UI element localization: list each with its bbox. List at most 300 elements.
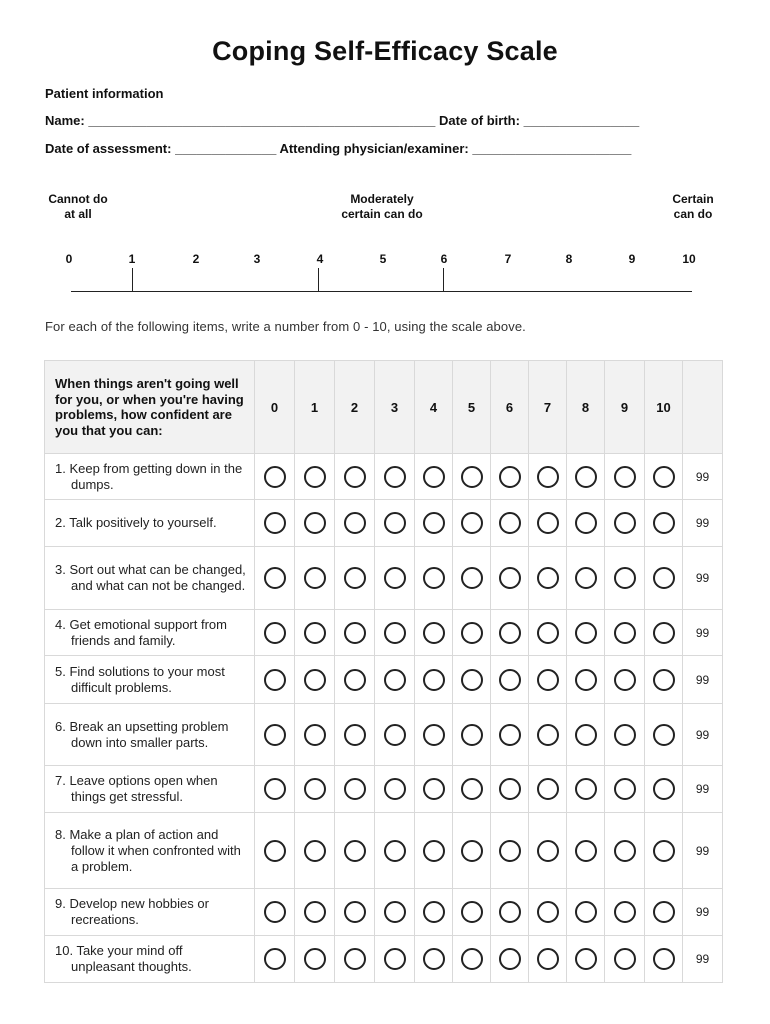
table-header-row	[45, 361, 723, 454]
rating-radio-5[interactable]	[461, 778, 483, 800]
column-header-0: 0	[255, 361, 295, 454]
rating-radio-9[interactable]	[614, 901, 636, 923]
rating-radio-10[interactable]	[653, 512, 675, 534]
rating-radio-0[interactable]	[264, 948, 286, 970]
item-text: 1. Keep from getting down in the dumps.	[55, 460, 243, 492]
rating-radio-7[interactable]	[537, 512, 559, 534]
item-score: 99	[683, 454, 723, 500]
rating-radio-0[interactable]	[264, 466, 286, 488]
scale-axis-line	[71, 291, 692, 292]
rating-radio-1[interactable]	[304, 840, 326, 862]
rating-radio-9[interactable]	[614, 466, 636, 488]
item-text: 5. Find solutions to your most difficult problems.	[55, 663, 225, 695]
rating-radio-2[interactable]	[344, 567, 366, 589]
scale-anchor-high-line2: can do	[673, 207, 713, 221]
scale-number: 6	[440, 252, 448, 266]
option-cell	[255, 454, 295, 500]
rating-radio-1[interactable]	[304, 622, 326, 644]
rating-radio-10[interactable]	[653, 466, 675, 488]
option-cell	[491, 704, 529, 766]
option-cell	[295, 500, 335, 547]
rating-radio-9[interactable]	[614, 948, 636, 970]
option-cell	[645, 889, 683, 936]
assessment-date-label: Date of assessment:	[45, 141, 172, 156]
rating-radio-7[interactable]	[537, 840, 559, 862]
option-cell	[567, 813, 605, 889]
rating-radio-10[interactable]	[653, 778, 675, 800]
option-cell	[375, 704, 415, 766]
rating-radio-6[interactable]	[499, 466, 521, 488]
option-cell	[529, 500, 567, 547]
rating-radio-1[interactable]	[304, 567, 326, 589]
option-cell	[335, 889, 375, 936]
scale-anchor-mid-line1: Moderately	[350, 192, 414, 206]
option-cell	[453, 704, 491, 766]
rating-radio-4[interactable]	[423, 948, 445, 970]
scale-number: 10	[682, 252, 696, 266]
column-header-1: 1	[295, 361, 335, 454]
rating-radio-1[interactable]	[304, 724, 326, 746]
option-cell	[453, 500, 491, 547]
rating-radio-10[interactable]	[653, 840, 675, 862]
option-cell	[605, 936, 645, 983]
scale-anchor-high	[660, 192, 726, 222]
option-cell	[415, 766, 453, 813]
option-cell	[453, 656, 491, 704]
table-row	[45, 547, 723, 610]
rating-radio-8[interactable]	[575, 466, 597, 488]
option-cell	[335, 704, 375, 766]
option-cell	[255, 813, 295, 889]
rating-radio-8[interactable]	[575, 512, 597, 534]
scale-number: 1	[128, 252, 136, 266]
option-cell	[295, 813, 335, 889]
score-column-header	[683, 361, 723, 454]
dob-field[interactable]: ________________	[523, 113, 640, 128]
column-header-7: 7	[529, 361, 567, 454]
rating-radio-4[interactable]	[423, 622, 445, 644]
option-cell	[453, 766, 491, 813]
option-cell	[645, 936, 683, 983]
option-cell	[529, 936, 567, 983]
option-cell	[295, 454, 335, 500]
item-text: 4. Get emotional support from friends and family.	[55, 616, 227, 648]
option-cell	[335, 500, 375, 547]
rating-radio-8[interactable]	[575, 901, 597, 923]
option-cell	[605, 500, 645, 547]
rating-radio-2[interactable]	[344, 724, 366, 746]
table-row	[45, 704, 723, 766]
rating-radio-0[interactable]	[264, 567, 286, 589]
option-cell	[255, 889, 295, 936]
option-cell	[415, 656, 453, 704]
item-cell	[45, 936, 255, 983]
option-cell	[645, 500, 683, 547]
rating-radio-4[interactable]	[423, 669, 445, 691]
item-score: 99	[683, 500, 723, 547]
rating-radio-5[interactable]	[461, 567, 483, 589]
column-header-9: 9	[605, 361, 645, 454]
rating-radio-4[interactable]	[423, 567, 445, 589]
option-cell	[567, 547, 605, 610]
rating-radio-2[interactable]	[344, 669, 366, 691]
table-row	[45, 610, 723, 656]
rating-radio-2[interactable]	[344, 948, 366, 970]
rating-radio-9[interactable]	[614, 669, 636, 691]
option-cell	[453, 889, 491, 936]
option-cell	[415, 936, 453, 983]
scale-anchor-mid	[318, 192, 446, 222]
option-cell	[415, 704, 453, 766]
rating-radio-8[interactable]	[575, 948, 597, 970]
table-row	[45, 889, 723, 936]
rating-radio-1[interactable]	[304, 948, 326, 970]
rating-radio-0[interactable]	[264, 512, 286, 534]
rating-radio-4[interactable]	[423, 512, 445, 534]
option-cell	[335, 766, 375, 813]
rating-radio-0[interactable]	[264, 840, 286, 862]
rating-radio-2[interactable]	[344, 466, 366, 488]
item-cell	[45, 547, 255, 610]
rating-radio-3[interactable]	[384, 622, 406, 644]
name-label: Name:	[45, 113, 85, 128]
instructions-text: For each of the following items, write a number from 0 - 10, using the scale above.	[45, 319, 526, 334]
rating-radio-2[interactable]	[344, 512, 366, 534]
rating-radio-6[interactable]	[499, 512, 521, 534]
rating-radio-3[interactable]	[384, 778, 406, 800]
option-cell	[605, 813, 645, 889]
rating-radio-10[interactable]	[653, 669, 675, 691]
item-cell	[45, 766, 255, 813]
option-cell	[491, 610, 529, 656]
item-score: 99	[683, 610, 723, 656]
rating-table	[44, 360, 723, 983]
rating-radio-6[interactable]	[499, 622, 521, 644]
rating-radio-2[interactable]	[344, 778, 366, 800]
option-cell	[415, 547, 453, 610]
rating-radio-8[interactable]	[575, 622, 597, 644]
option-cell	[255, 704, 295, 766]
assessment-date-field[interactable]: ______________	[175, 141, 277, 156]
option-cell	[415, 610, 453, 656]
scale-number: 0	[65, 252, 73, 266]
name-field[interactable]: ________________________________________________	[88, 113, 436, 128]
rating-radio-1[interactable]	[304, 778, 326, 800]
rating-radio-5[interactable]	[461, 724, 483, 746]
scale-number: 3	[253, 252, 261, 266]
rating-radio-3[interactable]	[384, 724, 406, 746]
scale-tick	[318, 268, 319, 291]
name-dob-row	[45, 113, 639, 128]
option-cell	[255, 547, 295, 610]
option-cell	[375, 766, 415, 813]
rating-radio-8[interactable]	[575, 567, 597, 589]
rating-radio-5[interactable]	[461, 622, 483, 644]
rating-radio-6[interactable]	[499, 840, 521, 862]
option-cell	[645, 656, 683, 704]
rating-radio-4[interactable]	[423, 466, 445, 488]
rating-radio-9[interactable]	[614, 724, 636, 746]
option-cell	[645, 766, 683, 813]
option-cell	[453, 936, 491, 983]
column-header-6: 6	[491, 361, 529, 454]
rating-radio-2[interactable]	[344, 901, 366, 923]
rating-radio-0[interactable]	[264, 901, 286, 923]
rating-radio-5[interactable]	[461, 948, 483, 970]
item-text: 8. Make a plan of action and follow it when confronted with a problem.	[55, 826, 241, 874]
rating-radio-3[interactable]	[384, 948, 406, 970]
option-cell	[415, 500, 453, 547]
item-score: 99	[683, 813, 723, 889]
option-cell	[335, 454, 375, 500]
option-cell	[567, 766, 605, 813]
scale-number: 4	[316, 252, 324, 266]
option-cell	[567, 704, 605, 766]
option-cell	[605, 656, 645, 704]
rating-radio-7[interactable]	[537, 669, 559, 691]
item-cell	[45, 610, 255, 656]
item-text: 10. Take your mind off unpleasant thoughts.	[55, 943, 192, 974]
option-cell	[255, 766, 295, 813]
scale-anchor-low-line2: at all	[64, 207, 92, 221]
rating-radio-9[interactable]	[614, 512, 636, 534]
option-cell	[375, 610, 415, 656]
option-cell	[645, 813, 683, 889]
option-cell	[415, 813, 453, 889]
rating-radio-5[interactable]	[461, 840, 483, 862]
option-cell	[491, 656, 529, 704]
option-cell	[645, 704, 683, 766]
physician-label: Attending physician/examiner:	[279, 141, 469, 156]
scale-number: 8	[565, 252, 573, 266]
column-header-10: 10	[645, 361, 683, 454]
column-header-3: 3	[375, 361, 415, 454]
item-score: 99	[683, 889, 723, 936]
rating-radio-2[interactable]	[344, 622, 366, 644]
item-cell	[45, 889, 255, 936]
rating-radio-9[interactable]	[614, 567, 636, 589]
option-cell	[375, 889, 415, 936]
rating-radio-6[interactable]	[499, 778, 521, 800]
rating-radio-5[interactable]	[461, 901, 483, 923]
scale-number: 5	[379, 252, 387, 266]
item-score: 99	[683, 936, 723, 983]
rating-radio-9[interactable]	[614, 622, 636, 644]
rating-radio-3[interactable]	[384, 901, 406, 923]
item-text: 7. Leave options open when things get stressful.	[55, 773, 218, 804]
rating-radio-9[interactable]	[614, 840, 636, 862]
item-score: 99	[683, 766, 723, 813]
item-cell	[45, 454, 255, 500]
scale-anchor-mid-line2: certain can do	[341, 207, 423, 221]
rating-radio-4[interactable]	[423, 778, 445, 800]
option-cell	[491, 500, 529, 547]
option-cell	[529, 547, 567, 610]
column-header-5: 5	[453, 361, 491, 454]
option-cell	[295, 766, 335, 813]
rating-radio-8[interactable]	[575, 669, 597, 691]
option-cell	[567, 610, 605, 656]
option-cell	[529, 454, 567, 500]
rating-radio-7[interactable]	[537, 724, 559, 746]
option-cell	[295, 547, 335, 610]
rating-radio-0[interactable]	[264, 622, 286, 644]
rating-radio-0[interactable]	[264, 778, 286, 800]
option-cell	[295, 889, 335, 936]
option-cell	[295, 936, 335, 983]
rating-radio-7[interactable]	[537, 778, 559, 800]
rating-radio-6[interactable]	[499, 901, 521, 923]
item-cell	[45, 813, 255, 889]
rating-radio-7[interactable]	[537, 622, 559, 644]
option-cell	[645, 454, 683, 500]
rating-radio-2[interactable]	[344, 840, 366, 862]
question-header: When things aren't going well for you, or when you're having problems, how confident are you that you can:	[45, 361, 255, 454]
option-cell	[295, 610, 335, 656]
rating-radio-6[interactable]	[499, 669, 521, 691]
rating-radio-3[interactable]	[384, 512, 406, 534]
rating-radio-4[interactable]	[423, 901, 445, 923]
option-cell	[453, 454, 491, 500]
rating-radio-8[interactable]	[575, 724, 597, 746]
rating-radio-0[interactable]	[264, 724, 286, 746]
rating-radio-7[interactable]	[537, 948, 559, 970]
item-score: 99	[683, 704, 723, 766]
scale-number: 7	[504, 252, 512, 266]
rating-radio-9[interactable]	[614, 778, 636, 800]
option-cell	[567, 889, 605, 936]
rating-radio-7[interactable]	[537, 466, 559, 488]
table-row	[45, 500, 723, 547]
option-cell	[605, 889, 645, 936]
option-cell	[567, 454, 605, 500]
scale-tick	[443, 268, 444, 291]
option-cell	[295, 704, 335, 766]
option-cell	[255, 656, 295, 704]
scale-tick	[132, 268, 133, 291]
rating-radio-3[interactable]	[384, 567, 406, 589]
option-cell	[335, 656, 375, 704]
option-cell	[335, 936, 375, 983]
option-cell	[375, 656, 415, 704]
option-cell	[529, 766, 567, 813]
rating-radio-10[interactable]	[653, 724, 675, 746]
rating-radio-5[interactable]	[461, 466, 483, 488]
item-score: 99	[683, 656, 723, 704]
option-cell	[295, 656, 335, 704]
physician-field[interactable]: ______________________	[472, 141, 632, 156]
scale-number: 2	[192, 252, 200, 266]
rating-radio-6[interactable]	[499, 567, 521, 589]
option-cell	[453, 547, 491, 610]
patient-info-heading: Patient information	[45, 86, 164, 101]
option-cell	[453, 813, 491, 889]
rating-radio-0[interactable]	[264, 669, 286, 691]
item-cell	[45, 656, 255, 704]
item-text: 3. Sort out what can be changed, and what can not be changed.	[55, 562, 246, 593]
rating-radio-6[interactable]	[499, 724, 521, 746]
rating-radio-5[interactable]	[461, 512, 483, 534]
rating-radio-5[interactable]	[461, 669, 483, 691]
rating-radio-7[interactable]	[537, 567, 559, 589]
column-header-4: 4	[415, 361, 453, 454]
option-cell	[605, 547, 645, 610]
rating-radio-10[interactable]	[653, 901, 675, 923]
option-cell	[491, 454, 529, 500]
option-cell	[605, 610, 645, 656]
rating-radio-3[interactable]	[384, 840, 406, 862]
option-cell	[335, 547, 375, 610]
rating-radio-1[interactable]	[304, 669, 326, 691]
option-cell	[529, 889, 567, 936]
rating-radio-10[interactable]	[653, 567, 675, 589]
table-row	[45, 766, 723, 813]
option-cell	[605, 704, 645, 766]
option-cell	[567, 936, 605, 983]
table-row	[45, 936, 723, 983]
rating-radio-1[interactable]	[304, 901, 326, 923]
option-cell	[529, 813, 567, 889]
item-text: 9. Develop new hobbies or recreations.	[55, 896, 209, 927]
rating-radio-8[interactable]	[575, 778, 597, 800]
option-cell	[453, 610, 491, 656]
option-cell	[375, 813, 415, 889]
item-cell	[45, 704, 255, 766]
option-cell	[529, 704, 567, 766]
rating-radio-1[interactable]	[304, 466, 326, 488]
option-cell	[567, 500, 605, 547]
option-cell	[491, 936, 529, 983]
option-cell	[567, 656, 605, 704]
option-cell	[491, 766, 529, 813]
option-cell	[375, 500, 415, 547]
option-cell	[335, 610, 375, 656]
item-text: 6. Break an upsetting problem down into smaller parts.	[55, 718, 229, 750]
rating-radio-4[interactable]	[423, 840, 445, 862]
assessment-physician-row	[45, 141, 631, 156]
option-cell	[491, 547, 529, 610]
option-cell	[255, 936, 295, 983]
option-cell	[605, 454, 645, 500]
rating-radio-10[interactable]	[653, 622, 675, 644]
option-cell	[529, 610, 567, 656]
option-cell	[375, 547, 415, 610]
item-cell	[45, 500, 255, 547]
rating-radio-8[interactable]	[575, 840, 597, 862]
option-cell	[375, 936, 415, 983]
rating-radio-1[interactable]	[304, 512, 326, 534]
option-cell	[491, 889, 529, 936]
item-score: 99	[683, 547, 723, 610]
option-cell	[645, 547, 683, 610]
column-header-8: 8	[567, 361, 605, 454]
rating-radio-10[interactable]	[653, 948, 675, 970]
option-cell	[335, 813, 375, 889]
dob-label: Date of birth:	[439, 113, 520, 128]
rating-radio-6[interactable]	[499, 948, 521, 970]
table-row	[45, 813, 723, 889]
option-cell	[415, 454, 453, 500]
table-row	[45, 656, 723, 704]
rating-radio-3[interactable]	[384, 466, 406, 488]
item-text: 2. Talk positively to yourself.	[55, 515, 217, 530]
option-cell	[605, 766, 645, 813]
option-cell	[375, 454, 415, 500]
rating-radio-3[interactable]	[384, 669, 406, 691]
rating-radio-4[interactable]	[423, 724, 445, 746]
scale-anchor-high-line1: Certain	[672, 192, 714, 206]
rating-radio-7[interactable]	[537, 901, 559, 923]
